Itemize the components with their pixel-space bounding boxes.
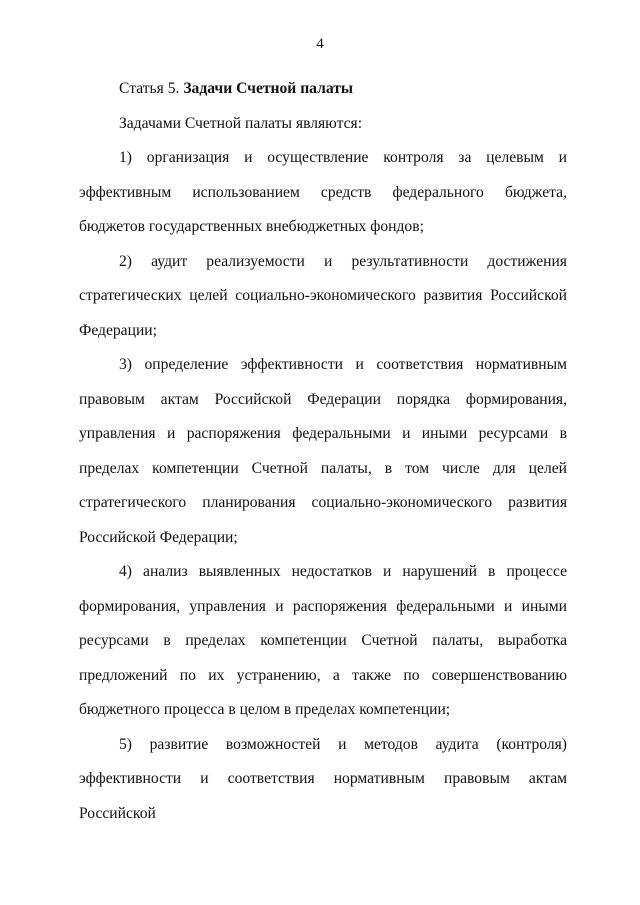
list-item: 3) определение эффективности и соответствия нормативным правовым актам Российской Федерации порядка формирования, управления и распоряжения федеральными и иными ресурсами в пределах компетенции Счетной палаты, в том числе для целей стратегического планирования социально-экономического развития Российской Федерации; — [79, 356, 567, 546]
list-item: 1) организация и осуществление контроля за целевым и эффективным использованием средств федерального бюджета, бюджетов государственных внебюджетных фондов; — [79, 149, 567, 235]
article-heading — [79, 72, 567, 107]
article-title: Задачи Счетной палаты — [183, 80, 354, 97]
list-item: 5) развитие возможностей и методов аудита (контроля) эффективности и соответствия нормативным правовым актам Российской — [79, 735, 567, 822]
intro-paragraph: Задачами Счетной палаты являются: — [119, 114, 363, 132]
list-item: 4) анализ выявленных недостатков и нарушений в процессе формирования, управления и распоряжения федеральными и иными ресурсами в пределах компетенции Счетной палаты, выработка предложений по их устранению, а также по совершенствованию бюджетного процесса в целом в пределах компетенции; — [79, 563, 567, 718]
article-prefix: Статья 5. — [119, 80, 180, 97]
document-body — [79, 72, 567, 831]
list-item: 2) аудит реализуемости и результативности достижения стратегических целей социально-экономического развития Российской Федерации; — [79, 252, 567, 339]
page-number: 4 — [316, 36, 324, 52]
